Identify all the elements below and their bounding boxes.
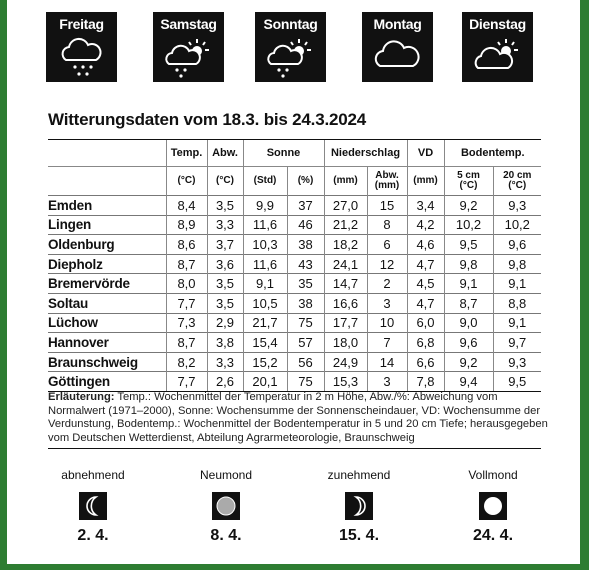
table-cell: 8,8 bbox=[493, 293, 541, 313]
header-abw: Abw. bbox=[207, 140, 243, 167]
table-cell: 21,2 bbox=[324, 215, 367, 235]
table-cell: 11,6 bbox=[243, 215, 287, 235]
table-cell: 9,6 bbox=[444, 333, 493, 353]
table-cell: 27,0 bbox=[324, 196, 367, 216]
table-cell: 10,3 bbox=[243, 235, 287, 255]
table-cell: 37 bbox=[287, 196, 324, 216]
table-cell: 3,3 bbox=[207, 352, 243, 372]
forecast-strip bbox=[0, 12, 589, 84]
table-cell: 8,2 bbox=[166, 352, 207, 372]
table-row bbox=[48, 313, 541, 333]
note-label: Erläuterung: bbox=[48, 391, 115, 403]
note-text: Temp.: Wochenmittel der Temperatur in 2 m Höhe, Abw./%: Abweichung vom Normalwert (1971–2000), Sonne: Wochensumme der Sonnenscheindauer, VD: Wochensumme der Verdunstung, Bodentemp.: Wochenmittel der Bodentemperatur in 5 und 20 cm Tiefe; herausgegeben vom Deutschen Wetterdienst, Abteilung Agrarmeteorologie, Braunschweig bbox=[48, 391, 548, 444]
moon-phase-date: 15. 4. bbox=[338, 527, 380, 544]
unit-sonne-pct: (%) bbox=[287, 167, 324, 196]
table-cell: 38 bbox=[287, 235, 324, 255]
forecast-day-name: Dienstag bbox=[469, 16, 526, 32]
station-name: Lingen bbox=[48, 215, 166, 235]
table-cell: 9,5 bbox=[444, 235, 493, 255]
table-cell: 14,7 bbox=[324, 274, 367, 294]
table-unit-row bbox=[48, 167, 541, 196]
table-cell: 18,2 bbox=[324, 235, 367, 255]
table-row bbox=[48, 254, 541, 274]
divider bbox=[48, 448, 541, 449]
table-cell: 24,1 bbox=[324, 254, 367, 274]
table-cell: 4,6 bbox=[407, 235, 444, 255]
cloud-rain-icon bbox=[56, 36, 106, 80]
table-cell: 4,5 bbox=[407, 274, 444, 294]
station-name: Braunschweig bbox=[48, 352, 166, 372]
sun-cloud-rain-icon bbox=[163, 36, 213, 80]
moon-phase-2 bbox=[176, 468, 276, 545]
table-cell: 6,6 bbox=[407, 352, 444, 372]
header-temp: Temp. bbox=[166, 140, 207, 167]
table-cell: 9,1 bbox=[444, 274, 493, 294]
header-sonne: Sonne bbox=[243, 140, 324, 167]
table-cell: 3,5 bbox=[207, 293, 243, 313]
table-cell: 12 bbox=[367, 254, 407, 274]
table-cell: 7,8 bbox=[407, 372, 444, 392]
frame-left bbox=[0, 0, 7, 570]
table-cell: 7,7 bbox=[166, 293, 207, 313]
station-name: Diepholz bbox=[48, 254, 166, 274]
frame-right bbox=[580, 0, 589, 570]
table-cell: 17,7 bbox=[324, 313, 367, 333]
table-cell: 3,3 bbox=[207, 215, 243, 235]
station-name: Lüchow bbox=[48, 313, 166, 333]
unit-boden-20cm: 20 cm (°C) bbox=[493, 167, 541, 196]
full-moon-icon bbox=[479, 492, 507, 520]
table-cell: 8,6 bbox=[166, 235, 207, 255]
table-cell: 9,8 bbox=[444, 254, 493, 274]
table-cell: 4,7 bbox=[407, 254, 444, 274]
table-cell: 9,1 bbox=[243, 274, 287, 294]
table-cell: 15,2 bbox=[243, 352, 287, 372]
table-cell: 20,1 bbox=[243, 372, 287, 392]
moon-phase-label: Vollmond bbox=[468, 468, 518, 482]
page-title: Witterungsdaten vom 18.3. bis 24.3.2024 bbox=[48, 110, 367, 129]
table-cell: 56 bbox=[287, 352, 324, 372]
unit-niederschlag: (mm) bbox=[324, 167, 367, 196]
table-cell: 10,5 bbox=[243, 293, 287, 313]
table-cell: 8,9 bbox=[166, 215, 207, 235]
station-name: Bremervörde bbox=[48, 274, 166, 294]
table-cell: 3,6 bbox=[207, 254, 243, 274]
table-cell: 3,5 bbox=[207, 274, 243, 294]
table-row bbox=[48, 293, 541, 313]
table-cell: 4,7 bbox=[407, 293, 444, 313]
table-header-row bbox=[48, 140, 541, 167]
table-cell: 8,4 bbox=[166, 196, 207, 216]
waning-moon-icon bbox=[79, 492, 107, 520]
table-cell: 10,2 bbox=[444, 215, 493, 235]
table-cell: 6,0 bbox=[407, 313, 444, 333]
forecast-day-name: Montag bbox=[373, 16, 422, 32]
unit-niederschlag-abw: Abw. (mm) bbox=[367, 167, 407, 196]
station-name: Emden bbox=[48, 196, 166, 216]
table-cell: 9,2 bbox=[444, 196, 493, 216]
unit-station bbox=[48, 167, 166, 196]
table-row bbox=[48, 215, 541, 235]
table-cell: 6 bbox=[367, 235, 407, 255]
table-cell: 75 bbox=[287, 313, 324, 333]
table-cell: 15,4 bbox=[243, 333, 287, 353]
table-cell: 15 bbox=[367, 196, 407, 216]
moon-phase-1 bbox=[43, 468, 143, 545]
table-cell: 4,2 bbox=[407, 215, 444, 235]
header-vd: VD bbox=[407, 140, 444, 167]
cloud-icon bbox=[372, 36, 422, 80]
table-row bbox=[48, 196, 541, 216]
table-cell: 3 bbox=[367, 372, 407, 392]
header-bodentemp: Bodentemp. bbox=[444, 140, 541, 167]
table-cell: 9,9 bbox=[243, 196, 287, 216]
unit-sonne-std: (Std) bbox=[243, 167, 287, 196]
table-cell: 9,5 bbox=[493, 372, 541, 392]
table-cell: 18,0 bbox=[324, 333, 367, 353]
station-name: Göttingen bbox=[48, 372, 166, 392]
table-cell: 9,2 bbox=[444, 352, 493, 372]
table-cell: 14 bbox=[367, 352, 407, 372]
weather-data-table bbox=[48, 139, 541, 392]
moon-phase-3 bbox=[309, 468, 409, 545]
table-cell: 38 bbox=[287, 293, 324, 313]
table-cell: 10,2 bbox=[493, 215, 541, 235]
table-cell: 2,6 bbox=[207, 372, 243, 392]
moon-phase-label: abnehmend bbox=[61, 468, 125, 482]
forecast-day-3 bbox=[255, 12, 326, 82]
forecast-day-name: Sonntag bbox=[263, 16, 318, 32]
table-cell: 9,8 bbox=[493, 254, 541, 274]
table-cell: 46 bbox=[287, 215, 324, 235]
table-row bbox=[48, 352, 541, 372]
table-cell: 9,1 bbox=[493, 313, 541, 333]
table-cell: 8,7 bbox=[166, 254, 207, 274]
moon-phase-label: Neumond bbox=[199, 468, 253, 482]
header-station bbox=[48, 140, 166, 167]
sun-cloud-rain-icon bbox=[265, 36, 315, 80]
table-cell: 24,9 bbox=[324, 352, 367, 372]
moon-phase-date: 2. 4. bbox=[77, 527, 109, 544]
table-cell: 9,0 bbox=[444, 313, 493, 333]
station-name: Oldenburg bbox=[48, 235, 166, 255]
table-cell: 3,7 bbox=[207, 235, 243, 255]
table-cell: 9,1 bbox=[493, 274, 541, 294]
table-cell: 57 bbox=[287, 333, 324, 353]
table-cell: 3,8 bbox=[207, 333, 243, 353]
station-name: Soltau bbox=[48, 293, 166, 313]
table-cell: 9,3 bbox=[493, 196, 541, 216]
table-cell: 8,0 bbox=[166, 274, 207, 294]
table-cell: 9,3 bbox=[493, 352, 541, 372]
new-moon-icon bbox=[212, 492, 240, 520]
sun-cloud-icon bbox=[472, 36, 522, 80]
table-cell: 7,3 bbox=[166, 313, 207, 333]
table-cell: 21,7 bbox=[243, 313, 287, 333]
table-cell: 35 bbox=[287, 274, 324, 294]
table-cell: 15,3 bbox=[324, 372, 367, 392]
unit-boden-5cm: 5 cm (°C) bbox=[444, 167, 493, 196]
forecast-day-4 bbox=[362, 12, 433, 82]
table-cell: 9,4 bbox=[444, 372, 493, 392]
header-niederschlag: Niederschlag bbox=[324, 140, 407, 167]
forecast-day-5 bbox=[462, 12, 533, 82]
forecast-day-1 bbox=[46, 12, 117, 82]
table-cell: 2,9 bbox=[207, 313, 243, 333]
table-cell: 9,7 bbox=[493, 333, 541, 353]
unit-temp: (°C) bbox=[166, 167, 207, 196]
frame-bottom bbox=[0, 564, 589, 570]
table-row bbox=[48, 372, 541, 392]
table-row bbox=[48, 235, 541, 255]
table-cell: 16,6 bbox=[324, 293, 367, 313]
forecast-day-name: Freitag bbox=[59, 16, 104, 32]
forecast-day-name: Samstag bbox=[160, 16, 217, 32]
moon-phase-date: 24. 4. bbox=[472, 527, 514, 544]
table-cell: 43 bbox=[287, 254, 324, 274]
table-row bbox=[48, 333, 541, 353]
table-cell: 75 bbox=[287, 372, 324, 392]
table-cell: 8 bbox=[367, 215, 407, 235]
table-cell: 8,7 bbox=[166, 333, 207, 353]
table-cell: 7 bbox=[367, 333, 407, 353]
table-cell: 9,6 bbox=[493, 235, 541, 255]
forecast-day-2 bbox=[153, 12, 224, 82]
moon-phase-label: zunehmend bbox=[327, 468, 391, 482]
table-cell: 11,6 bbox=[243, 254, 287, 274]
station-name: Hannover bbox=[48, 333, 166, 353]
table-row bbox=[48, 274, 541, 294]
unit-abw: (°C) bbox=[207, 167, 243, 196]
table-cell: 3,4 bbox=[407, 196, 444, 216]
table-cell: 8,7 bbox=[444, 293, 493, 313]
explanation-note bbox=[48, 391, 548, 445]
table-cell: 3 bbox=[367, 293, 407, 313]
table-cell: 6,8 bbox=[407, 333, 444, 353]
moon-phase-4 bbox=[443, 468, 543, 545]
table-cell: 3,5 bbox=[207, 196, 243, 216]
moon-phase-date: 8. 4. bbox=[210, 527, 242, 544]
table-cell: 7,7 bbox=[166, 372, 207, 392]
table-cell: 10 bbox=[367, 313, 407, 333]
unit-vd: (mm) bbox=[407, 167, 444, 196]
waxing-moon-icon bbox=[345, 492, 373, 520]
table-cell: 2 bbox=[367, 274, 407, 294]
